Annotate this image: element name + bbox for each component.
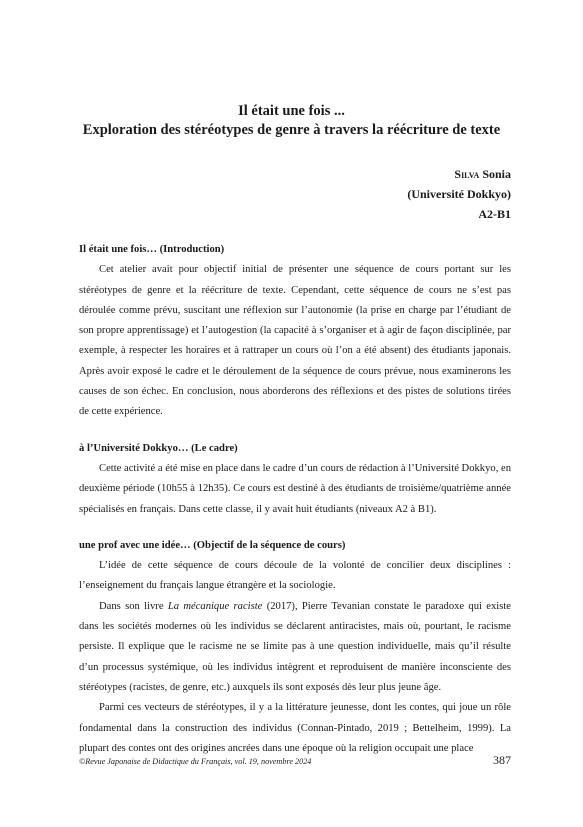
section-heading-introduction: Il était une fois… (Introduction): [79, 244, 225, 255]
paragraph: Cette activité a été mise en place dans le cadre d’un cours de rédaction à l’Université Dokkyo, en deuxième période (10h55 à 12h35). Ce cours est destiné à des étudiants de troisième/quatrième année spécialisés en français. Dans cette classe, il y avait huit étudiants (niveaux A2 à B1).: [79, 462, 511, 515]
article-body: [79, 240, 511, 759]
title-line-1: Il était une fois ...: [238, 103, 345, 119]
paragraph: [79, 597, 511, 698]
section-heading-cadre: à l’Université Dokkyo… (Le cadre): [79, 442, 238, 454]
article-title: [40, 102, 543, 140]
journal-citation: ©Revue Japonaise de Didactique du Français, vol. 19, novembre 2024: [79, 757, 312, 766]
title-line-2: Exploration des stéréotypes de genre à travers la réécriture de texte: [82, 122, 501, 138]
section-heading-objectif: une prof avec une idée… (Objectif de la séquence de cours): [79, 539, 346, 551]
section-spacer: [79, 423, 511, 439]
author-block: [407, 164, 511, 224]
book-title: La mécanique raciste: [167, 600, 263, 612]
page-number: 387: [493, 753, 511, 767]
text-run: Dans son livre: [99, 600, 168, 612]
paragraph: Cet atelier avait pour objectif initial de présenter une séquence de cours portant sur les stéréotypes de genre et la réécriture de texte. Cependant, cette séquence de cours ne s’est pas déroulée comme prévu, suscitant une réflexion sur l’autonomie (la prise en charge par l’étudiant de son propre apprentissage) et l’autogestion (la capacité à s’organiser et à agir de façon disciplinée, par exemple, à respecter les horaires et à rattraper un cours où l’on a été absent) des étudiants japonais. Après avoir exposé le cadre et le déroulement de la séquence de cours prévue, nous examinerons les causes de son échec. En conclusion, nous aborderons des réflexions et des pistes de solutions tirées de cette expérience.: [79, 264, 511, 418]
author-firstname: Sonia: [482, 167, 511, 181]
author-affiliation: (Université Dokkyo): [407, 187, 511, 201]
section-spacer: [79, 520, 511, 536]
paragraph: L’idée de cette séquence de cours découle de la volonté de concilier deux disciplines : l’enseignement du français langue étrangère et la sociologie.: [79, 560, 511, 592]
author-name: [407, 164, 511, 184]
paragraph: Parmi ces vecteurs de stéréotypes, il y a la littérature jeunesse, dont les contes, qui joue un rôle fondamental dans la construction des individus (Connan-Pintado, 2019 ; Bettelheim, 1999). La plupart des contes ont des origines ancrées dans une époque où la religion occupait une place: [79, 702, 511, 754]
author-surname: Silva: [454, 167, 480, 181]
author-level: A2-B1: [478, 207, 511, 221]
text-run: (2017), Pierre Tevanian constate le paradoxe qui existe dans les sociétés modernes où les individus se déclarent antiracistes, mais où, pourtant, le racisme persiste. Il explique que le racisme ne se limite pas à une question individuelle, mais qu’il résulte d’un processus systémique, où les individus intègrent et reproduisent de manière inconsciente des stéréotypes (racistes, de genre, etc.) auxquels ils sont exposés dès leur plus jeune âge.: [79, 600, 511, 693]
